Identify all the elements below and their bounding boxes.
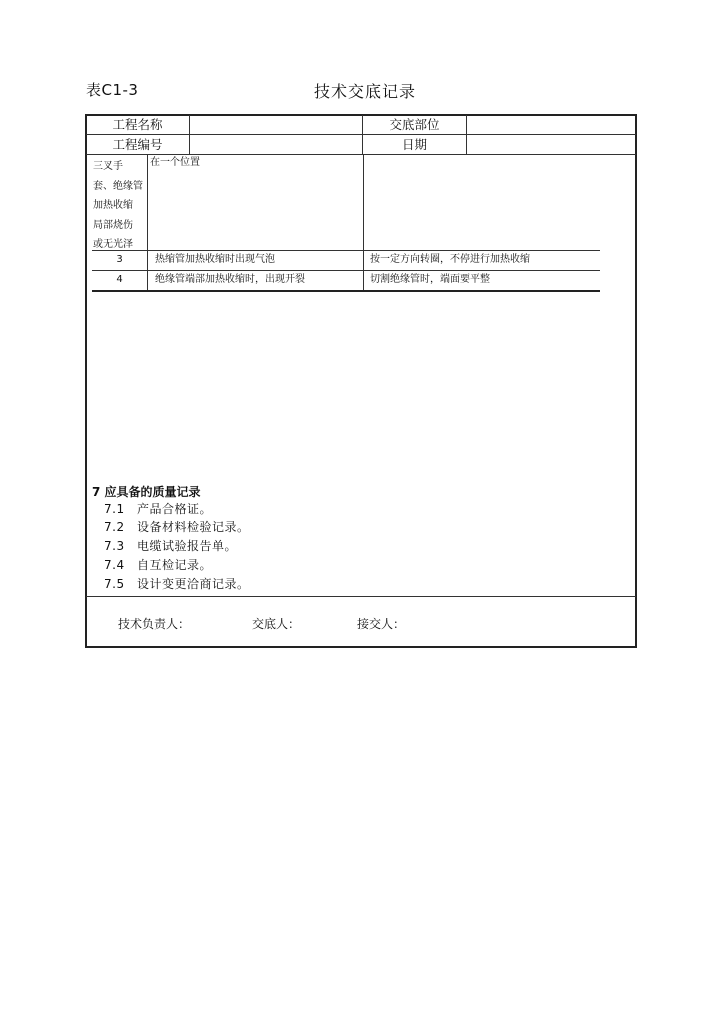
date-label: 日期: [401, 137, 427, 152]
issue-row-measure: 切割绝缘管时，端面要平整: [370, 274, 490, 285]
quality-record-text: 设计变更洽商记录。: [137, 577, 250, 591]
continued-issue-cause: 在一个位置: [150, 157, 200, 168]
continued-label-line: 局部烧伤: [93, 219, 133, 231]
quality-record-text: 电缆试验报告单。: [137, 539, 238, 553]
signature-divider: [86, 596, 636, 597]
form-id: 表C1-3: [86, 81, 139, 99]
quality-record-text: 产品合格证。: [137, 502, 213, 516]
location-label: 交底部位: [389, 117, 440, 132]
continued-label-line: 套、绝缘管: [93, 180, 143, 192]
continued-issue-label: [93, 157, 147, 255]
issues-row-divider-2: [92, 270, 600, 271]
handover-by-signature[interactable]: 交底人：: [252, 617, 301, 631]
issue-row-number: 3: [116, 254, 123, 265]
header-col-divider-1: [189, 115, 190, 154]
continued-label-line: 加热收缩: [93, 200, 133, 211]
tech-lead-signature[interactable]: 技术负责人：: [118, 617, 191, 631]
project-no-label: 工程编号: [112, 137, 163, 152]
quality-record-item: [104, 575, 250, 593]
quality-record-number: 7.3: [104, 539, 125, 553]
quality-record-number: 7.5: [104, 577, 125, 591]
header-col-divider-3: [466, 115, 467, 154]
quality-record-text: 设备材料检验记录。: [137, 520, 250, 534]
quality-record-number: 7.2: [104, 520, 125, 534]
quality-record-text: 自互检记录。: [137, 558, 213, 572]
received-by-signature[interactable]: 接交人：: [357, 617, 406, 631]
quality-record-item: [104, 518, 250, 536]
issue-row-cause: 绝缘管端部加热收缩时，出现开裂: [155, 274, 305, 285]
continued-label-line: 或无光泽: [93, 239, 133, 250]
issues-row-divider-1: [92, 250, 600, 251]
quality-record-number: 7.1: [104, 502, 125, 516]
issue-row-cause: 热缩管加热收缩时出现气泡: [155, 254, 275, 265]
quality-record-item: [104, 556, 212, 574]
issue-row-measure: 按一定方向转圈，不停进行加热收缩: [370, 254, 530, 265]
quality-records-title: 7 应具备的质量记录: [92, 485, 201, 499]
issue-row-number: 4: [116, 274, 123, 285]
quality-record-item: [104, 537, 237, 555]
continued-label-line: 三叉手: [93, 161, 123, 172]
issues-bottom-rule: [92, 290, 600, 292]
document-title: 技术交底记录: [313, 82, 416, 101]
project-name-label: 工程名称: [112, 117, 163, 132]
quality-record-item: [104, 500, 212, 518]
quality-record-number: 7.4: [104, 558, 125, 572]
